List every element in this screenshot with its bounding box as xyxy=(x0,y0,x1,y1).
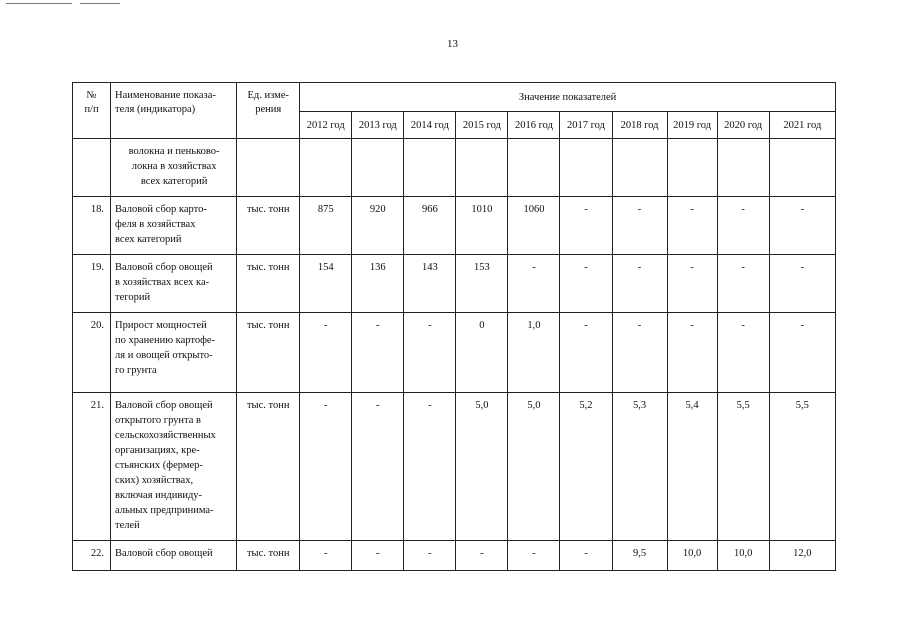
value-cell: - xyxy=(352,541,404,571)
value-cell xyxy=(612,139,667,197)
value-cell: 143 xyxy=(404,255,456,313)
value-cell: 153 xyxy=(456,255,508,313)
value-cell: 966 xyxy=(404,197,456,255)
header-year: 2018 год xyxy=(612,112,667,139)
value-cell: 1060 xyxy=(508,197,560,255)
header-year: 2015 год xyxy=(456,112,508,139)
value-cell: - xyxy=(560,255,612,313)
value-cell: - xyxy=(404,313,456,393)
value-cell: - xyxy=(717,255,769,313)
indicators-table xyxy=(72,82,836,571)
value-cell: - xyxy=(612,197,667,255)
indicator-name: Прирост мощностей по хранению картофе- ля и овощей открыто- го грунта xyxy=(111,313,237,393)
value-cell xyxy=(717,139,769,197)
value-cell: - xyxy=(769,197,835,255)
row-number: 18. xyxy=(73,197,111,255)
row-number: 21. xyxy=(73,393,111,541)
value-cell xyxy=(352,139,404,197)
scan-edge-line-1 xyxy=(6,3,72,4)
value-cell: - xyxy=(300,313,352,393)
header-year: 2017 год xyxy=(560,112,612,139)
header-year: 2019 год xyxy=(667,112,717,139)
indicator-unit: тыс. тонн xyxy=(237,197,300,255)
value-cell: - xyxy=(300,541,352,571)
table-row xyxy=(73,393,836,541)
value-cell: - xyxy=(612,255,667,313)
header-year: 2013 год xyxy=(352,112,404,139)
value-cell: - xyxy=(300,393,352,541)
value-cell: - xyxy=(717,197,769,255)
value-cell: - xyxy=(352,393,404,541)
value-cell: - xyxy=(508,255,560,313)
table-row xyxy=(73,197,836,255)
value-cell xyxy=(560,139,612,197)
value-cell: 12,0 xyxy=(769,541,835,571)
table-row xyxy=(73,313,836,393)
value-cell: - xyxy=(717,313,769,393)
value-cell xyxy=(508,139,560,197)
header-row xyxy=(73,83,836,112)
value-cell xyxy=(769,139,835,197)
row-number xyxy=(73,139,111,197)
header-number-label: № п/п xyxy=(84,90,99,115)
header-number xyxy=(73,83,111,139)
page-number: 13 xyxy=(447,38,458,50)
row-number: 19. xyxy=(73,255,111,313)
value-cell: - xyxy=(560,541,612,571)
value-cell xyxy=(300,139,352,197)
value-cell: - xyxy=(404,541,456,571)
indicator-name: Валовой сбор овощей xyxy=(111,541,237,571)
value-cell: 154 xyxy=(300,255,352,313)
value-cell: 5,4 xyxy=(667,393,717,541)
value-cell: 5,3 xyxy=(612,393,667,541)
value-cell: - xyxy=(667,313,717,393)
value-cell: 5,5 xyxy=(769,393,835,541)
value-cell: - xyxy=(508,541,560,571)
indicator-unit: тыс. тонн xyxy=(237,313,300,393)
value-cell: 5,0 xyxy=(508,393,560,541)
value-cell: 136 xyxy=(352,255,404,313)
header-year: 2020 год xyxy=(717,112,769,139)
header-values-group: Значение показателей xyxy=(300,83,836,112)
value-cell: 920 xyxy=(352,197,404,255)
table-body xyxy=(73,139,836,571)
value-cell: - xyxy=(667,255,717,313)
value-cell xyxy=(404,139,456,197)
value-cell xyxy=(667,139,717,197)
value-cell: - xyxy=(769,313,835,393)
value-cell: - xyxy=(667,197,717,255)
value-cell: 5,0 xyxy=(456,393,508,541)
value-cell: 10,0 xyxy=(667,541,717,571)
indicator-unit: тыс. тонн xyxy=(237,541,300,571)
header-name xyxy=(111,83,237,139)
value-cell: 10,0 xyxy=(717,541,769,571)
value-cell: 1010 xyxy=(456,197,508,255)
value-cell: 1,0 xyxy=(508,313,560,393)
row-number: 22. xyxy=(73,541,111,571)
indicator-name: Валовой сбор овощей в хозяйствах всех ка- тегорий xyxy=(111,255,237,313)
value-cell: 0 xyxy=(456,313,508,393)
value-cell: - xyxy=(404,393,456,541)
value-cell: - xyxy=(352,313,404,393)
header-year: 2016 год xyxy=(508,112,560,139)
scan-edge-line-2 xyxy=(80,3,120,4)
value-cell: 875 xyxy=(300,197,352,255)
value-cell xyxy=(456,139,508,197)
value-cell: 5,2 xyxy=(560,393,612,541)
value-cell: - xyxy=(612,313,667,393)
header-year: 2014 год xyxy=(404,112,456,139)
value-cell: 9,5 xyxy=(612,541,667,571)
table-row xyxy=(73,541,836,571)
indicator-unit: тыс. тонн xyxy=(237,255,300,313)
value-cell: - xyxy=(456,541,508,571)
header-name-label: Наименование показа- теля (индикатора) xyxy=(115,90,216,115)
indicator-unit xyxy=(237,139,300,197)
indicator-name: Валовой сбор овощей открытого грунта в сельскохозяйственных организациях, кре- стьянских (фермер- ских) хозяйствах, включая индивиду- альных предпринима- телей xyxy=(111,393,237,541)
value-cell: - xyxy=(769,255,835,313)
header-unit xyxy=(237,83,300,139)
row-number: 20. xyxy=(73,313,111,393)
header-year: 2021 год xyxy=(769,112,835,139)
value-cell: 5,5 xyxy=(717,393,769,541)
header-unit-label: Ед. изме- рения xyxy=(247,90,289,115)
indicator-name: Валовой сбор карто- феля в хозяйствах всех категорий xyxy=(111,197,237,255)
indicator-name: волокна и пеньково- локна в хозяйствах всех категорий xyxy=(111,139,237,197)
value-cell: - xyxy=(560,313,612,393)
indicator-unit: тыс. тонн xyxy=(237,393,300,541)
table-row xyxy=(73,139,836,197)
header-year: 2012 год xyxy=(300,112,352,139)
value-cell: - xyxy=(560,197,612,255)
table-row xyxy=(73,255,836,313)
